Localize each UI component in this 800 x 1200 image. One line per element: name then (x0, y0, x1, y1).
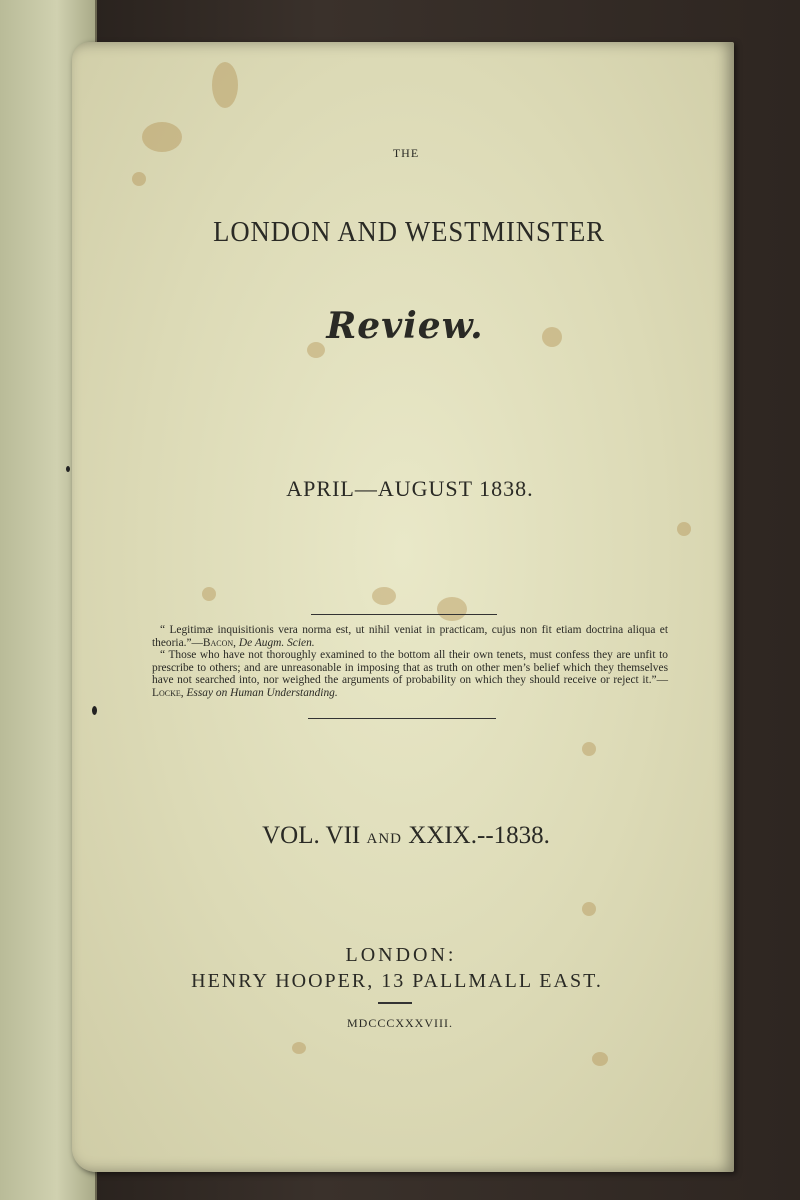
epigraph-quote-bacon (152, 624, 668, 649)
volume-series: XXIX.--1838. (408, 822, 550, 849)
foxing-stain (202, 587, 216, 601)
foxing-stain (292, 1042, 306, 1054)
date-range: APRIL—AUGUST 1838. (286, 476, 534, 501)
quote-text: “ Those who have not thoroughly examined to the bottom all their own tenets, must confess they are unfit to prescribe to others; and are unreasonable in imposing that as truth on other men’s belief which they themselves have not searched into, nor weighed the arguments of probability on which they should receive or reject it.”— (152, 649, 668, 687)
epigraph (152, 624, 668, 700)
foxing-stain (582, 902, 596, 916)
foxing-stain (437, 597, 467, 621)
imprint-rule (378, 1002, 412, 1004)
imprint-year: MDCCCXXXVIII. (347, 1016, 453, 1030)
foxing-stain (372, 587, 396, 605)
imprint-city: LONDON: (345, 944, 457, 966)
foxing-stain (677, 522, 691, 536)
quote-work: De Augm. Scien. (238, 636, 315, 649)
quote-author: Bacon, (202, 636, 237, 649)
bottom-rule (308, 718, 496, 719)
title-the: THE (392, 146, 420, 160)
foxing-stain (132, 172, 146, 186)
volume-and: AND (366, 831, 402, 847)
quote-author: Locke, (152, 686, 184, 699)
quote-work: Essay on Human Understanding. (186, 686, 338, 699)
foxing-stain (592, 1052, 608, 1066)
ink-spot (66, 466, 70, 472)
quote-text: “ Legitimæ inquisitionis vera norma est, ut nihil veniat in practicam, cujus non fit etiam doctrina aliqua et theoria.”— (152, 624, 668, 649)
foxing-stain (212, 62, 238, 108)
foxing-stain (582, 742, 596, 756)
publication-title: LONDON AND WESTMINSTER (213, 216, 605, 248)
volume-line (6, 822, 800, 850)
imprint-publisher: HENRY HOOPER, 13 PALLMALL EAST. (191, 970, 603, 992)
volume-number: VOL. VII (262, 822, 361, 849)
ink-spot (92, 706, 97, 715)
publication-subtitle: Review. (326, 305, 484, 347)
epigraph-quote-locke (152, 649, 668, 699)
top-rule (311, 614, 497, 615)
